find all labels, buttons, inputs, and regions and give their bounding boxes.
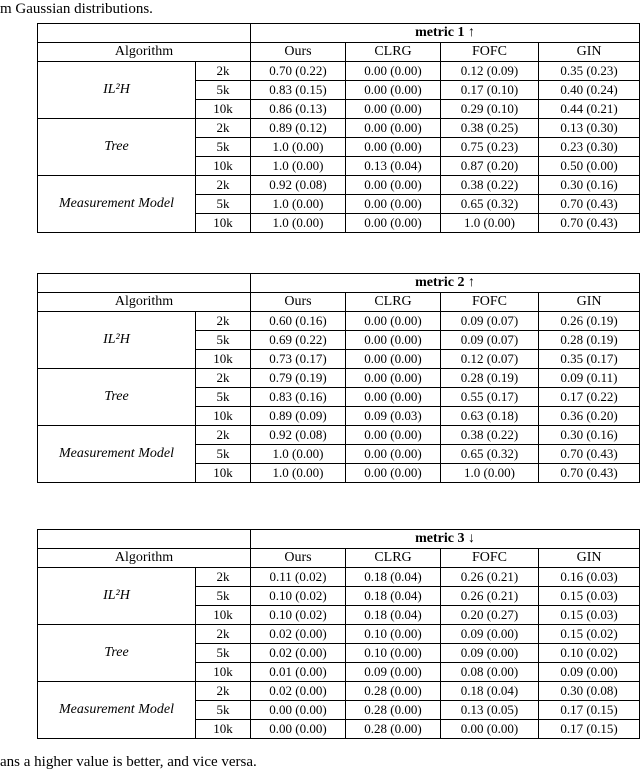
caption-fragment-bottom: ans a higher value is better, and vice versa.: [0, 754, 257, 770]
table-row: [38, 62, 640, 81]
algorithm-header: Algorithm: [38, 293, 251, 312]
metric-value: 0.00 (0.00): [346, 350, 441, 369]
caption-fragment-top: m Gaussian distributions.: [0, 1, 153, 17]
metric-value: 0.09 (0.07): [441, 331, 539, 350]
algorithm-name: Measurement Model: [38, 682, 196, 739]
algorithm-name: IL²H: [38, 568, 196, 625]
method-header-clrg: CLRG: [346, 43, 441, 62]
metric-value: 0.00 (0.00): [346, 464, 441, 483]
metric-value: 0.73 (0.17): [251, 350, 346, 369]
table-row: [38, 119, 640, 138]
metric-value: 0.15 (0.03): [539, 606, 640, 625]
table-row: [38, 312, 640, 331]
metric-value: 0.36 (0.20): [539, 407, 640, 426]
metric-value: 0.00 (0.00): [346, 369, 441, 388]
metric-value: 0.00 (0.00): [441, 720, 539, 739]
metric-value: 0.26 (0.19): [539, 312, 640, 331]
metric-value: 0.60 (0.16): [251, 312, 346, 331]
metric-value: 0.11 (0.02): [251, 568, 346, 587]
metric-value: 0.00 (0.00): [346, 426, 441, 445]
metric-value: 0.00 (0.00): [346, 312, 441, 331]
metric-value: 0.02 (0.00): [251, 625, 346, 644]
metric-value: 0.00 (0.00): [346, 119, 441, 138]
metric-value: 0.29 (0.10): [441, 100, 539, 119]
sample-size: 10k: [196, 606, 251, 625]
metric-value: 0.20 (0.27): [441, 606, 539, 625]
metric-value: 0.28 (0.19): [539, 331, 640, 350]
metric-value: 0.70 (0.43): [539, 195, 640, 214]
metric-value: 0.28 (0.19): [441, 369, 539, 388]
method-header-gin: GIN: [539, 43, 640, 62]
metric-value: 0.00 (0.00): [251, 720, 346, 739]
metric-value: 0.26 (0.21): [441, 568, 539, 587]
metric-value: 0.30 (0.08): [539, 682, 640, 701]
metric-value: 0.40 (0.24): [539, 81, 640, 100]
metric-value: 0.18 (0.04): [346, 568, 441, 587]
algorithm-header: Algorithm: [38, 549, 251, 568]
algorithm-name: Measurement Model: [38, 426, 196, 483]
sample-size: 10k: [196, 407, 251, 426]
sample-size: 2k: [196, 62, 251, 81]
metric-value: 0.10 (0.00): [346, 625, 441, 644]
metric-value: 0.69 (0.22): [251, 331, 346, 350]
sample-size: 5k: [196, 388, 251, 407]
metric-value: 0.35 (0.23): [539, 62, 640, 81]
sample-size: 5k: [196, 587, 251, 606]
metric-value: 0.30 (0.16): [539, 176, 640, 195]
metric-value: 0.70 (0.43): [539, 445, 640, 464]
metric-value: 0.18 (0.04): [346, 587, 441, 606]
corner-cell: [38, 24, 251, 43]
metric-value: 0.09 (0.00): [539, 663, 640, 682]
algorithm-name: IL²H: [38, 312, 196, 369]
table-row: [38, 625, 640, 644]
method-header-fofc: FOFC: [441, 43, 539, 62]
sample-size: 2k: [196, 176, 251, 195]
method-header-gin: GIN: [539, 293, 640, 312]
metric-value: 0.00 (0.00): [346, 81, 441, 100]
metric-value: 0.70 (0.43): [539, 464, 640, 483]
method-header-ours: Ours: [251, 549, 346, 568]
metric-value: 0.09 (0.11): [539, 369, 640, 388]
table-row: [38, 568, 640, 587]
metric-value: 0.18 (0.04): [346, 606, 441, 625]
method-header-gin: GIN: [539, 549, 640, 568]
metric-value: 0.50 (0.00): [539, 157, 640, 176]
metric-value: 1.0 (0.00): [441, 464, 539, 483]
metric-value: 0.13 (0.04): [346, 157, 441, 176]
table-row: [38, 369, 640, 388]
table-row: [38, 426, 640, 445]
metric-value: 0.00 (0.00): [346, 100, 441, 119]
metric-value: 0.02 (0.00): [251, 682, 346, 701]
metric-value: 0.00 (0.00): [346, 445, 441, 464]
metric-value: 0.63 (0.18): [441, 407, 539, 426]
metric-value: 0.18 (0.04): [441, 682, 539, 701]
metric-value: 0.30 (0.16): [539, 426, 640, 445]
metrics-table-1: [37, 23, 640, 233]
metric-value: 0.13 (0.30): [539, 119, 640, 138]
metric-value: 0.28 (0.00): [346, 682, 441, 701]
metric-value: 0.86 (0.13): [251, 100, 346, 119]
sample-size: 5k: [196, 331, 251, 350]
results-tables: [37, 23, 639, 739]
metric-value: 0.17 (0.10): [441, 81, 539, 100]
metric-value: 0.12 (0.09): [441, 62, 539, 81]
metric-value: 0.10 (0.02): [539, 644, 640, 663]
metric-value: 0.09 (0.03): [346, 407, 441, 426]
sample-size: 2k: [196, 625, 251, 644]
metric-value: 0.17 (0.15): [539, 701, 640, 720]
metric-value: 0.65 (0.32): [441, 195, 539, 214]
metric-value: 0.00 (0.00): [346, 176, 441, 195]
metric-value: 1.0 (0.00): [251, 464, 346, 483]
sample-size: 5k: [196, 195, 251, 214]
metric-value: 1.0 (0.00): [251, 138, 346, 157]
metric-value: 1.0 (0.00): [441, 214, 539, 233]
method-header-ours: Ours: [251, 293, 346, 312]
metric-value: 0.09 (0.07): [441, 312, 539, 331]
metric-value: 0.10 (0.02): [251, 587, 346, 606]
metric-value: 0.70 (0.22): [251, 62, 346, 81]
metric-label: metric 1 ↑: [251, 24, 640, 43]
metric-value: 0.09 (0.00): [441, 644, 539, 663]
metrics-table-3: [37, 529, 640, 739]
metric-value: 0.17 (0.15): [539, 720, 640, 739]
sample-size: 5k: [196, 701, 251, 720]
metric-value: 0.83 (0.15): [251, 81, 346, 100]
method-header-clrg: CLRG: [346, 293, 441, 312]
sample-size: 2k: [196, 682, 251, 701]
table-row: [38, 682, 640, 701]
metric-value: 0.92 (0.08): [251, 176, 346, 195]
corner-cell: [38, 530, 251, 549]
metric-value: 0.83 (0.16): [251, 388, 346, 407]
sample-size: 2k: [196, 568, 251, 587]
sample-size: 5k: [196, 81, 251, 100]
table-row: [38, 176, 640, 195]
metric-value: 0.70 (0.43): [539, 214, 640, 233]
metric-value: 0.38 (0.25): [441, 119, 539, 138]
metric-value: 1.0 (0.00): [251, 157, 346, 176]
metric-value: 0.38 (0.22): [441, 426, 539, 445]
algorithm-name: IL²H: [38, 62, 196, 119]
metric-value: 0.10 (0.02): [251, 606, 346, 625]
metric-value: 0.00 (0.00): [346, 331, 441, 350]
sample-size: 2k: [196, 119, 251, 138]
metric-value: 0.15 (0.02): [539, 625, 640, 644]
metric-value: 0.23 (0.30): [539, 138, 640, 157]
metric-value: 0.65 (0.32): [441, 445, 539, 464]
sample-size: 5k: [196, 138, 251, 157]
algorithm-name: Tree: [38, 119, 196, 176]
sample-size: 2k: [196, 426, 251, 445]
method-header-clrg: CLRG: [346, 549, 441, 568]
metric-value: 0.44 (0.21): [539, 100, 640, 119]
metric-value: 0.12 (0.07): [441, 350, 539, 369]
sample-size: 10k: [196, 720, 251, 739]
metric-value: 0.79 (0.19): [251, 369, 346, 388]
metric-value: 1.0 (0.00): [251, 214, 346, 233]
sample-size: 10k: [196, 464, 251, 483]
algorithm-name: Tree: [38, 625, 196, 682]
metric-value: 0.15 (0.03): [539, 587, 640, 606]
metrics-table-2: [37, 273, 640, 483]
corner-cell: [38, 274, 251, 293]
metric-value: 1.0 (0.00): [251, 445, 346, 464]
metric-value: 0.55 (0.17): [441, 388, 539, 407]
sample-size: 2k: [196, 312, 251, 331]
metric-value: 0.00 (0.00): [251, 701, 346, 720]
metric-value: 0.89 (0.12): [251, 119, 346, 138]
metric-value: 1.0 (0.00): [251, 195, 346, 214]
metric-value: 0.00 (0.00): [346, 214, 441, 233]
metric-value: 0.01 (0.00): [251, 663, 346, 682]
metric-value: 0.16 (0.03): [539, 568, 640, 587]
metric-label: metric 2 ↑: [251, 274, 640, 293]
metric-value: 0.02 (0.00): [251, 644, 346, 663]
metric-value: 0.28 (0.00): [346, 701, 441, 720]
metric-label: metric 3 ↓: [251, 530, 640, 549]
sample-size: 10k: [196, 663, 251, 682]
method-header-fofc: FOFC: [441, 549, 539, 568]
algorithm-name: Tree: [38, 369, 196, 426]
metric-value: 0.13 (0.05): [441, 701, 539, 720]
sample-size: 5k: [196, 644, 251, 663]
metric-value: 0.00 (0.00): [346, 138, 441, 157]
metric-value: 0.09 (0.00): [441, 625, 539, 644]
metric-value: 0.00 (0.00): [346, 62, 441, 81]
sample-size: 10k: [196, 350, 251, 369]
metric-value: 0.26 (0.21): [441, 587, 539, 606]
metric-value: 0.28 (0.00): [346, 720, 441, 739]
metric-value: 0.00 (0.00): [346, 388, 441, 407]
metric-value: 0.00 (0.00): [346, 195, 441, 214]
sample-size: 10k: [196, 100, 251, 119]
sample-size: 10k: [196, 214, 251, 233]
metric-value: 0.92 (0.08): [251, 426, 346, 445]
algorithm-name: Measurement Model: [38, 176, 196, 233]
sample-size: 5k: [196, 445, 251, 464]
sample-size: 10k: [196, 157, 251, 176]
metric-value: 0.87 (0.20): [441, 157, 539, 176]
metric-value: 0.38 (0.22): [441, 176, 539, 195]
method-header-fofc: FOFC: [441, 293, 539, 312]
metric-value: 0.35 (0.17): [539, 350, 640, 369]
algorithm-header: Algorithm: [38, 43, 251, 62]
method-header-ours: Ours: [251, 43, 346, 62]
metric-value: 0.10 (0.00): [346, 644, 441, 663]
metric-value: 0.75 (0.23): [441, 138, 539, 157]
metric-value: 0.17 (0.22): [539, 388, 640, 407]
sample-size: 2k: [196, 369, 251, 388]
metric-value: 0.09 (0.00): [346, 663, 441, 682]
metric-value: 0.08 (0.00): [441, 663, 539, 682]
metric-value: 0.89 (0.09): [251, 407, 346, 426]
